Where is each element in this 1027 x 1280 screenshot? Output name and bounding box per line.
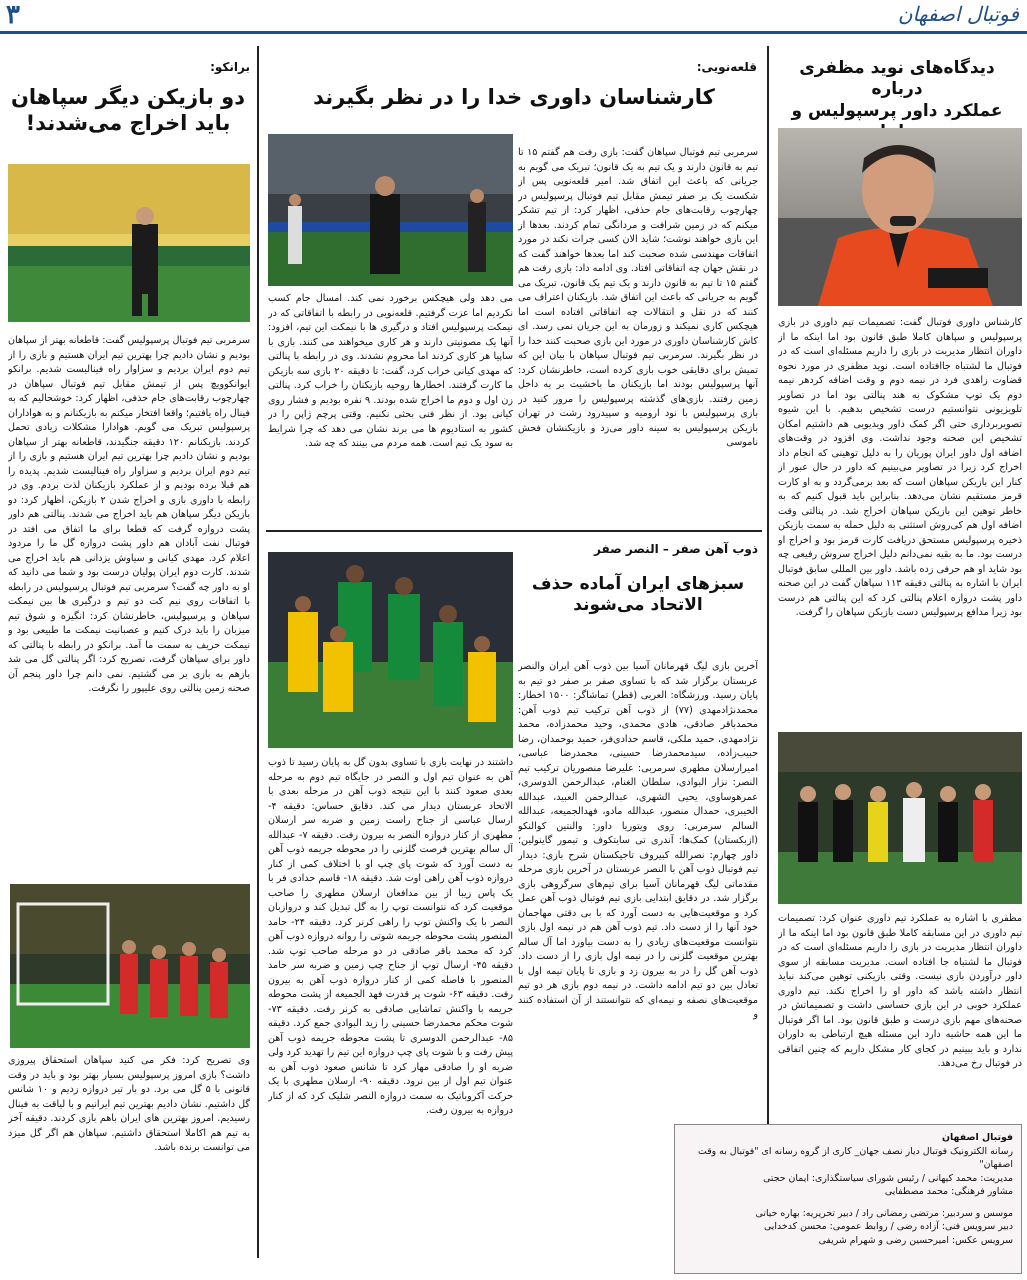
left-article-kicker: برانکو: xyxy=(210,60,250,74)
mid-article-body-right: سرمربی تیم فوتبال سپاهان گفت: بازی رفت هم گفتم ۱۵ تا تیم به قانون دارند و یک تیم به یک قانون؛ تبریک می گویم به جریانی که باعث این اتفاق شد. امیر قلعه‌نویی پس از شکست یک بر صفر تیمش مقابل تیم فوتبال پرسپولیس در چهارچوب رقابت‌های جام حذفی، اظهار کرد: از تیم تشکر میکنم که در زمین شرافت و مردانگی تمام کردند. بعدها از این بازی خواهند نوشت؛ شاید الان کسی جرات نکند در مورد اتفاقات مهندسی شده صحبت کند اما بعدها خواهند گفت که در نقش جهان چه اتفاقاتی افتاد. وی ادامه داد: بازی رفت هم گفتم ۱۵ تا تیم به قانون دارند و یک تیم یک قانون، تبریک می گویم به جریانی که باعث این اتفاق شد. بازیکنان اعتراف می کنند که در نقل و انتقالات چه اتفاقاتی افتاده است اما هیچکس کاری نمیکند و زورمان به این جریان نمی رسد. ای کاش کارشناسان داوری در مورد این بازی صحبت کنند خدا را در نظر بگیرند. سرمربی تیم فوتبال سپاهان با بیان این که تمیش برای دقایقی خوب بازی کرده است، خاطرنشان کرد: آنها پرسپولیس بودند اما بازیکنان ما باخشیت بر به داخل زمین رفتند. بازی‌های گذشته پرسپولیس را مرور کنید در بازی پرسپولیس با نود ارومیه و سپیدرود رشت در تهران بازیکن پرسپولیس به سینه داور می‌زد و بازیکنشان فحش ناموسی xyxy=(518,147,758,448)
mid-article-title: کارشناسان داوری خدا را در نظر بگیرند xyxy=(313,85,715,109)
credits-line: موسس و سردبیر: مرتضی رمضانی راد / دبیر تحریریه: بهاره حیاتی xyxy=(755,1207,1013,1219)
left-article-title xyxy=(6,84,250,137)
mid-article-kicker: قلعه‌نویی: xyxy=(696,60,757,74)
right-title-line2: عملکرد داور پرسپولیس و xyxy=(791,100,1003,121)
credits-line: دبیر سرویس فنی: آزاده رضی / روابط عمومی: محسن کدخدایی xyxy=(763,1221,1013,1232)
left-article-body-2: وی تصریح کرد: فکر می کنید سپاهان استحقاق پیروزی داشت؟ بازی امروز پرسپولیس بسیار بهتر بود و باید در وقت قانونی با ۵ گل می برد. دو بار تیر دروازه زدیم و ۱۰ شانس گل داشتیم. نشان دادیم بهترین تیم ایرانیم و با لیاقت به فینال رسیدیم. امروز بهترین های ایران باهم بازی کردند. دقیقه آخر به تیم هم اکاملا استحقاق داشتیم. سپاهان هم اگر گل میزد می توانست برنده باشد. xyxy=(8,1055,250,1153)
left-title-line2: باید اخراج می‌شدند! xyxy=(25,111,231,136)
match-title-line2: الاتحاد می‌شوند xyxy=(573,595,703,616)
left-article-body-1: سرمربی تیم فوتبال پرسپولیس گفت: قاطعانه بهتر از سپاهان بودیم و نشان دادیم چرا بهترین تیم ایران هستیم و بازی را از تیم دوم ایران بردیم و سزاوار راه فینالیست شدیم. برانکو ایوانکوویچ پس از تیمش مقابل تیم فوتبال سپاهان در چهارچوب رقابت‌های جام حذفی، اظهار کرد: خوشحالیم که به فینال راه یافتیم؛ واقعا افتخار میکنم به بازیکنانم و به هواداران پرسپولیس تبریک می گویم. هوادارا مشکلات زیادی تحمل کردند. بازیکنانم ۱۲۰ دقیقه جنگیدند، قاطعانه بهتر از سپاهان بودیم و نشان دادیم چرا بهترین تیم ایران هستیم و بازی را از تیم دوم ایران بردیم و سزاوار راه فینالیست شدیم. پدیده را هم قبلا برده بودیم و از عملکرد بازیکنان لذت بردم. وی در رابطه با داوری بازی و اخراج شدن ۲ بازیکن، اظهار کرد: دو بازیکن دیگر سپاهان هم باید اخراج می شدند. پنالتی هم داور پشت دروازه گرفت که قطعا برای ما اتفاق می افتد در فوتبال نفت آبادان هم داور پشت دروازه گل ما را مردود اعلام کرد. مهدی کیانی و سیاوش یزدانی هم باید اخراج می شدند. کارت دوم ایران پولیان درست بود و شما می دانید که او به داور چه گفت؟ سرمربی تیم فوتبال پرسپولیس در رابطه با اتفاقات روی نیم کت دو تیم و درگیری ها بین نیمکت سپاهان و پرسپولیس، خاطرنشان کرد: انگیزه و شوق تیم میزبان را باید درک کنیم و عصبانیت نیمکت ما طبیعی بود و نیمکت حریف به سمت ما آمد. برانکو در رابطه با پنالتی که داور برای سپاهان گرفت، تصریح کرد: اگر پنالتی گل می شد بازهم به بازی بر می گشتیم. نمی دانم چرا داور پنجم آن صحنه زمین پنالتی روی علیپور را نگرفت. xyxy=(8,335,250,694)
match-kicker: ذوب آهن صفر – النصر صفر xyxy=(594,542,758,556)
match-report-body-left: داشتند در نهایت بازی با تساوی بدون گل به پایان رسید تا ذوب آهن به عنوان تیم اول و النصر در جایگاه تیم دوم به مرحله بعدی صعود کنند با این نتیجه ذوب آهن در مرحله بعدی با الاتحاد عربستان دیدار می کند. دقایق حساس: دقیقه ۴- ارسال عباسی از جناح راست زمین و ضربه سر ارسلان مطهری از کنار دروازه النصر به بیرون رفت. دقیقه ۷- عبدالله آل سالم بهترین فرصت گلزنی را در محوطه جریمه ذوب آهن به دست آورد که شوت پای چپ او با اختلاف کمی از کنار دروازه ذوب آهن راهی اوت شد. دقیقه ۱۸- قاسم حدادی فر با یک پاس زیبا از بین مدافعان ارسلان مطهری را صاحب موقعیت کرد که نتوانست توپ را به گل تبدیل کند و دروازبان النصر با یک واکنش توپ را راهی کرنر کرد. دقیقه ۲۴- حامد المنصور پشت محوطه جریمه شوتی را روانه دروازه ذوب آهن کرد که محمد باقر صادقی در دو مرحله صاحب توپ شد. دقیقه ۴۵- ارسال توپ از جناح چپ زمین و ضربه سر حامد المنصور با فاصله کمی از کنار دروازه ذوب آهن به بیرون رفت. دقیقه ۶۳- شوت پر قدرت فهد الجمیعه از پشت محوطه جریمه با واکنش تماشایی صادقی به کرنر رفت. دقیقه ۷۳- شوت محکم محمدرضا حسینی را زید البوادی جمع کرد. دقیقه ۸۵- عبدالرحمن الدوسری تا پشت محوطه جریمه ذوب آهن پیش رفت و با شوت پای چپ دروازه این تیم را تهدید کرد ولی ضربه او را صادقی مهار کرد تا شانس صعود ذوب آهن به عنوان تیم اول از بین نرود. دقیقه ۹۰- ارسلان مطهری با یک حرکت آکروباتیک به سمت دروازه النصر شلیک کرد که از کنار دروازه به بیرون رفت. xyxy=(268,757,513,1116)
credits-line: مدیریت: محمد کیهانی / رئیس شورای سیاستگذاری: ایمان حجتی xyxy=(763,1172,1013,1184)
section-divider xyxy=(266,530,762,532)
left-title-line1: دو بازیکن دیگر سپاهان xyxy=(10,85,246,109)
right-article-body-2: مظفری با اشاره به عملکرد تیم داوری عنوان کرد: تصمیمات تیم داوری در این مسابقه کاملا طبق قانون بود اما اینکه ما از داوران انتظار مدیریت در بازی را داریم مسئله‌ای است که در فوتبال ما لشتباه جا افتاده است. مدیریت مسابقه از سوی داور درآوردن بازی نیست. وقتی بازیکنی توهین می‌کند نباید انتظار داشته باشد که داور او را اخراج نکند. تیم داوری عملکرد خوبی در این بازی حساسی داشت و تصمیماتش در صحنه‌های مهم بازی درست و طبق قانون بود. اما اگر فوتبال ما این همه حاشیه دارد این مسئله هیچ ارتباطی به داوران ندارد و باید ببینیم در کجای کار مشکل داریم که چنین اتفاقی در فوتبال رخ می‌دهد. xyxy=(778,913,1022,1069)
credits-box xyxy=(674,1124,1022,1274)
right-article-body-1: کارشناس داوری فوتبال گفت: تصمیمات تیم داوری در بازی پرسپولیس و سپاهان کاملا طبق قانون بود اما اینکه ما از داوران انتظار مدیریت در بازی را داریم مسئله‌ای است که در فوتبال ما لشتباه جاافتاده است. نوید مظفری در مورد نحوه قضاوت زاهدی فرد در نیمه دوم و وقت اضافه کردهر نیمه دوم یک توپ مشکوک به هند پنالتی بود اما در تصاویر تلویزیونی نتوانستیم درست تشخیص بدهیم. با این شیوه تصویربرداری حتی اگر کمک داور ویدیویی هم داشتیم امکان تشخیص این صحنه وجود نداشت. وی افزود در وقت‌های اضافه اول داور ایران پوریان را به دلیل توهینی که انجام داد اخراج کرد زیرا در تصاویر می‌بینیم که داور در حال عبور از کنار این بازیکن سپاهان است که بعد برمی‌گردد و به او کارت قرمز مستقیم نشان می‌دهد. بنابراین باید قبول کنیم که به خاطر توهین این بازیکن سپاهان اخراج شد. در پنالتی وقت اضافه اول هم کی‌روش استثنی به دلیل حمله به سمت بازیکن ذخیره پرسپولیس مستحق دریافت کارت قرمز بود و اخراج او درست بود. ما به بقیه نمی‌دانم دلیل اخراج سروش رفیعی چه بود شاید او هم حرفی زده باشد. داور بین المللی سابق فوتبال ایران با اشاره به پنالتی دقیقه ۱۱۳ سپاهان گفت در این صحنه داور پشت دروازه اعلام پنالتی کرد که این پنالتی هم درست بود زیرا مدافع پرسپولیس دست بازیکن سپاهان را گرفت. xyxy=(778,317,1022,618)
column-rule-right xyxy=(767,46,769,1258)
match-action-photo xyxy=(268,552,513,748)
mid-article-body-left: می دهد ولی هیچکس برخورد نمی کند. امسال جام کسب نکردیم اما عزت گرفتیم. قلعه‌نویی در رابطه با اتفاقاتی که در نیمکت پرسپولیس افتاد و درگیری ها با نیمکت این تیم، افزود: آنها یک مصونیتی دارند و هر کاری میخواهند می کنند. بازی با ساپیا هر کاری کردند اما محروم نشدند. وی در رابطه با پنالتی که مهدی کیانی خراب کرد، گفت: تا دقیقه ۲۰ بازی سه بازیکن ما کارت گرفتند. اخطارها روحیه بازیکنان را خراب کرد. پنالتی زن اول و دوم ما اخراج شده بودند. ۹ نفره بودیم و فشار روی کیانی بود. از نظر فنی بحثی نکنیم. وقتی پرچم ژاپن را در کشور به استادیوم ها می برند نشان می دهد که چرا شرایط به سود یک تیم است. همه مردم می بینند که چه شد. xyxy=(268,293,513,449)
credits-line: فوتبال اصفهان xyxy=(941,1132,1013,1143)
match-title xyxy=(518,574,758,617)
credits-line: سرویس عکس: امیرحسین رضی و شهرام شریفی xyxy=(818,1234,1013,1246)
brand-logo: فوتبال اصفهان xyxy=(897,2,1019,26)
persepolis-players-photo xyxy=(10,884,250,1048)
match-title-line1: سبزهای ایران آماده حذف xyxy=(531,574,745,594)
coach-sideline-photo xyxy=(268,134,513,286)
right-title-line1: دیدگاه‌های نوید مظفری درباره xyxy=(799,58,995,100)
branko-photo xyxy=(8,164,250,322)
page-number: ۳ xyxy=(6,0,20,30)
credits-line: رسانه الکترونیک فوتبال دیار نصف جهان_ کاری از گروه رسانه ای "فوتبال به وقت اصفهان" xyxy=(697,1145,1013,1170)
column-rule-left xyxy=(257,46,259,1258)
match-report-body: آخرین بازی لیگ قهرمانان آسیا بین ذوب آهن ایران والنصر عربستان برگزار شد که با تساوی صفر بر صفر دو تیم به پایان رسید. ورزشگاه: العربی (قطر) تماشاگر: ۱۵۰۰ اخطار: محمدنژادمهدی (۷۷) از ذوب آهن ترکیب تیم ذوب آهن: محمدباقر صادقی، هادی محمدی، وحید محمدزاده، محمد نژادمهدی، حمید ملکی، قاسم حدادی‌فر، حمید بوحمدان، رضا حبیب‌زاده، سیدمحمدرضا حسینی، محمدرضا عباسی، امیرارسلان مطهری سرمربی: علیرضا منصوریان ترکیب تیم النصر: نزار البوادی، سلطان الغنام، عبدالرحمن الدوسری، عمرهوساوی، یحیی الشهری، عبدالرحمن العبید، عبدالله الخیبری، حمدال منصور، عبدالله مادو، فهدالجمیعه، عبدالله السالم سرمربی: روی ویتوریا داور: والنتین کوالنکو (ازبکستان) کمک‌ها: آندری تی سایتکوف و تیمور گاینولین؛ داور چهارم: نصرالله کبیروف تاجیکستان شرح بازی: دیدار تیم فوتبال ذوب آهن با النصر عربستان در آخرین بازی مرحله مقدماتی لیگ قهرمانان آسیا برای تیم‌های سرگروهی بازی برگزار شد. در دقایق ابتدایی بازی تیم فوتبال ذوب آهن عمل کرد و موقعیت‌هایی به دست آورد که با بی دقتی مهاجمان خود آنها را از دست داد. تیم ذوب آهن هم در نیمه اول بازی نتوانست موقعیت‌های زیادی را به دست بیاورد اما آل سالم بهترین موقعیت گلزنی را در نیمه اول بازی را از دست داد. ذوب آهن گل را در به بیرون زد و بازی تا پایان نیمه اول با تعادل بین دو تیم ادامه داشت. در نیمه دوم بازی هر دو تیم موقعیت‌های نصفه و نیمه‌ای که نتوانستند از آن استفاده کنند و xyxy=(518,661,758,1020)
referees-photo xyxy=(778,732,1022,904)
credits-line: مشاور فرهنگی: محمد مصطفایی xyxy=(884,1186,1013,1197)
referee-photo xyxy=(778,128,1022,306)
page-header xyxy=(0,0,1027,34)
